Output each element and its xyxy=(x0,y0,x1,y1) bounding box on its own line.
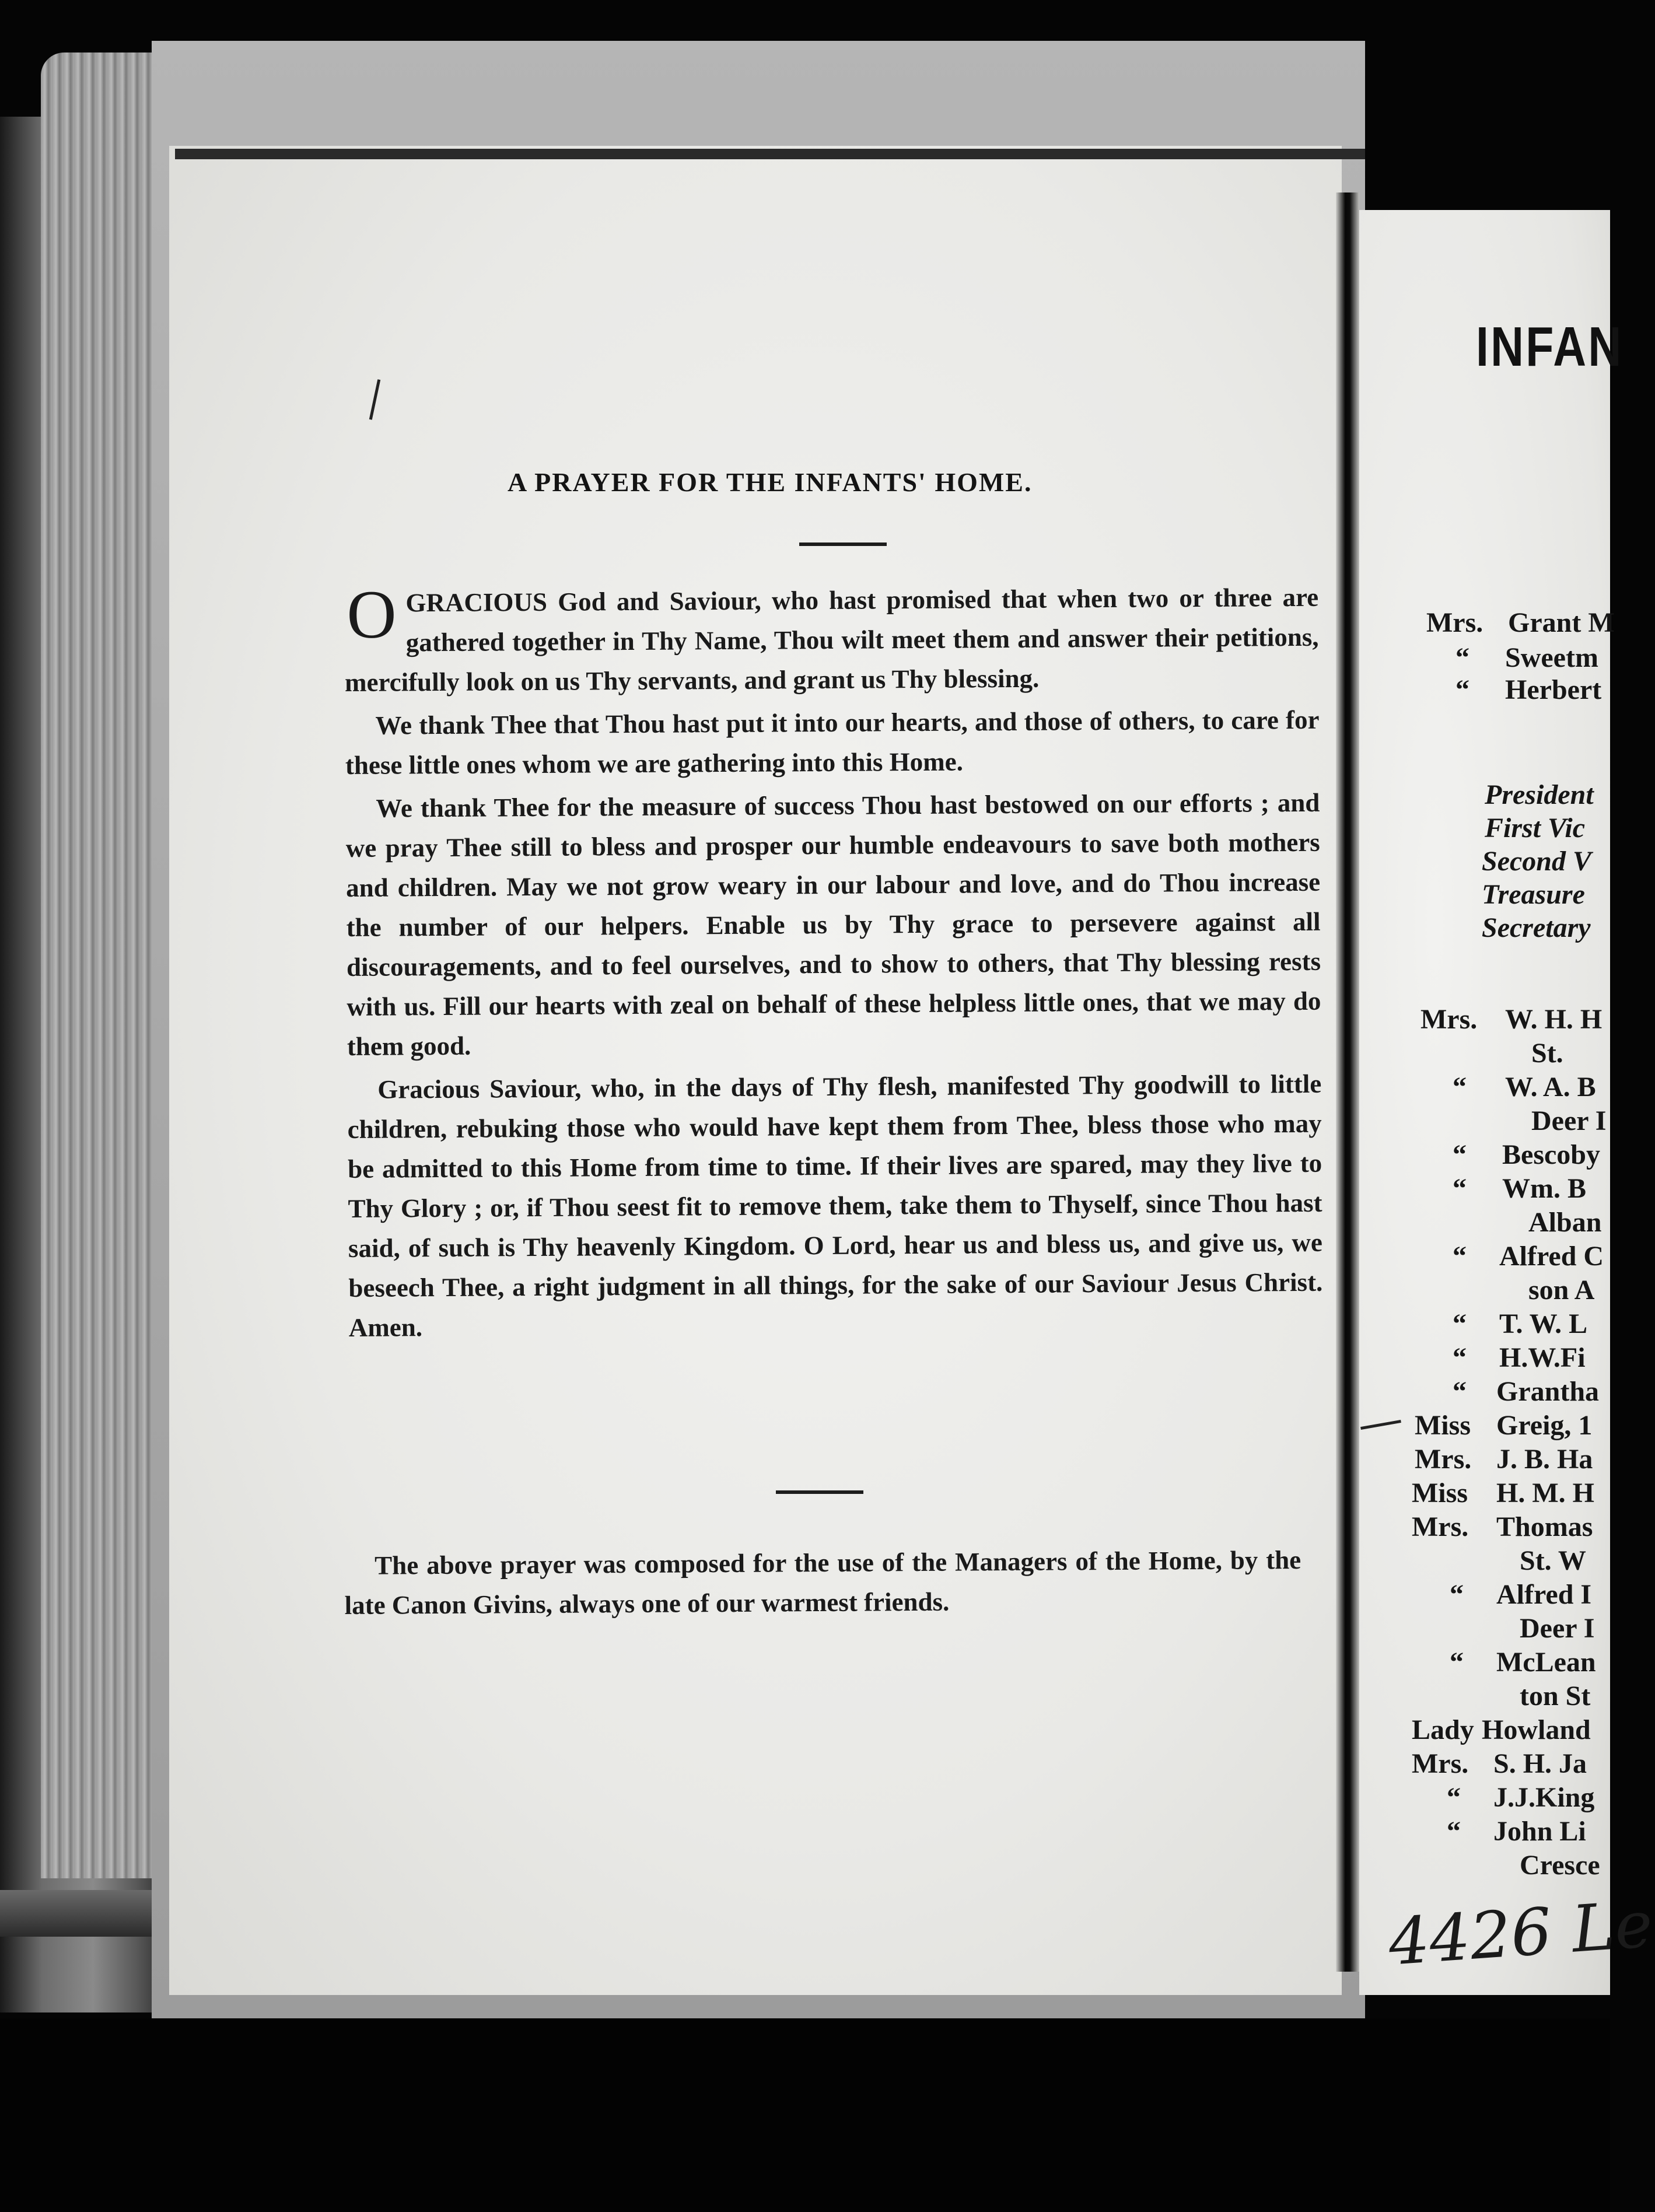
paragraph-opening xyxy=(344,578,1319,702)
book-gutter xyxy=(1336,192,1359,1972)
member-name: Grantha xyxy=(1496,1376,1600,1407)
member-prefix: Mrs. xyxy=(1412,1748,1469,1779)
paragraph: We thank Thee that Thou hast put it into our hearts, and those of others, to care for these little ones whom we are gathering into this Home. xyxy=(345,705,1320,780)
member-prefix: “ xyxy=(1450,1579,1464,1610)
drop-cap: O xyxy=(346,576,397,653)
member-prefix: “ xyxy=(1453,1241,1467,1272)
member-prefix: “ xyxy=(1453,1342,1467,1373)
member-name: McLean xyxy=(1496,1647,1596,1678)
member-name: Wm. B xyxy=(1502,1173,1586,1204)
officer-title: Second V xyxy=(1482,846,1592,877)
prayer-body xyxy=(344,578,1323,1351)
member-prefix: Mrs. xyxy=(1415,1444,1472,1475)
member-name: H. M. H xyxy=(1496,1478,1594,1508)
member-prefix: “ xyxy=(1450,1647,1464,1678)
member-name: Bescoby xyxy=(1502,1139,1600,1170)
member-prefix: Mrs. xyxy=(1412,1511,1469,1542)
member-name: W. H. H xyxy=(1505,1004,1602,1035)
member-name: S. H. Ja xyxy=(1493,1748,1587,1779)
member-name: Greig, 1 xyxy=(1496,1410,1593,1441)
list-prefix: “ xyxy=(1455,674,1469,705)
title-rule xyxy=(799,542,887,546)
member-name: ton St xyxy=(1520,1681,1591,1712)
officer-title: Secretary xyxy=(1482,912,1591,943)
member-name: Howland xyxy=(1482,1714,1591,1745)
list-prefix: “ xyxy=(1455,642,1469,673)
officer-title: Treasure xyxy=(1482,879,1585,910)
member-name: Alfred I xyxy=(1496,1579,1592,1610)
member-prefix: Mrs. xyxy=(1420,1004,1478,1035)
list-name: Sweetm xyxy=(1505,642,1598,673)
page-stack-bottom xyxy=(0,1890,175,1937)
member-name: Alban xyxy=(1528,1207,1602,1238)
officer-title: First Vic xyxy=(1485,813,1586,844)
member-prefix: “ xyxy=(1453,1139,1467,1170)
prayer-title: A PRAYER FOR THE INFANTS' HOME. xyxy=(508,467,1033,497)
member-name: Thomas xyxy=(1496,1511,1593,1542)
right-page-heading: INFAN xyxy=(1476,316,1623,378)
paragraph-text: GRACIOUS God and Saviour, who hast promised that when two or three are gathered together in Thy Name, Thou wilt meet them and answer their petitions, mercifully look on us Thy servants, and grant us Thy blessing. xyxy=(344,582,1319,697)
member-prefix: “ xyxy=(1447,1816,1461,1847)
member-name: Alfred C xyxy=(1499,1241,1604,1272)
closing-rule xyxy=(776,1490,863,1494)
background-bottom xyxy=(0,2018,1610,2212)
member-name: Cresce xyxy=(1520,1850,1600,1881)
member-prefix: Lady xyxy=(1412,1714,1474,1745)
member-name: W. A. B xyxy=(1505,1072,1596,1102)
member-prefix: “ xyxy=(1447,1782,1461,1813)
member-name: St. xyxy=(1531,1038,1563,1069)
member-prefix: Miss xyxy=(1412,1478,1468,1508)
page-top-border xyxy=(175,149,1365,159)
member-name: H.W.Fi xyxy=(1499,1342,1586,1373)
member-name: Deer I xyxy=(1520,1613,1595,1644)
list-prefix: Mrs. xyxy=(1426,607,1483,638)
prayer-note: The above prayer was composed for the use of the Managers of the Home, by the late Canon Givins, always one of our warmest friends. xyxy=(344,1545,1301,1620)
member-prefix: “ xyxy=(1453,1308,1467,1339)
member-name: St. W xyxy=(1520,1545,1586,1576)
member-prefix: Miss xyxy=(1415,1410,1471,1441)
member-prefix: “ xyxy=(1453,1072,1467,1102)
member-name: son A xyxy=(1528,1275,1595,1306)
list-name: Herbert xyxy=(1505,674,1602,705)
member-name: J. B. Ha xyxy=(1496,1444,1593,1475)
member-prefix: “ xyxy=(1453,1173,1467,1204)
member-name: T. W. L xyxy=(1499,1308,1588,1339)
member-name: J.J.King xyxy=(1493,1782,1595,1813)
handwritten-note: 4426 Le xyxy=(1386,1887,1655,1980)
paragraph: Gracious Saviour, who, in the days of Thy flesh, manifested Thy goodwill to little children, rebuking those who would have kept them from Thee, bless those who may be admitted to this Home from time to time. If their lives are spared, may they live to Thy Glory ; or, if Thou seest fit to remove them, take them to Thyself, since Thou hast said, of such is Thy heavenly Kingdom. O Lord, hear us and bless us, and give us, we beseech Thee, a right judgment in all things, for the sake of our Saviour Jesus Christ. Amen. xyxy=(347,1069,1323,1342)
officer-title: President xyxy=(1485,779,1594,810)
member-prefix: “ xyxy=(1453,1376,1467,1407)
list-name: Grant M xyxy=(1508,607,1615,638)
paragraph: We thank Thee for the measure of success Thou hast bestowed on our efforts ; and we pray Thee still to bless and prosper our humble endeavours to save both mothers and children. May we not grow weary in our labour and love, and do Thou increase the number of our helpers. Enable us by Thy grace to persevere against all discouragements, and to feel ourselves, and to show to others, that Thy blessing rests with us. Fill our hearts with zeal on behalf of these helpless little ones, that we may do them good. xyxy=(345,788,1321,1061)
member-name: Deer I xyxy=(1531,1105,1607,1136)
member-name: John Li xyxy=(1493,1816,1586,1847)
